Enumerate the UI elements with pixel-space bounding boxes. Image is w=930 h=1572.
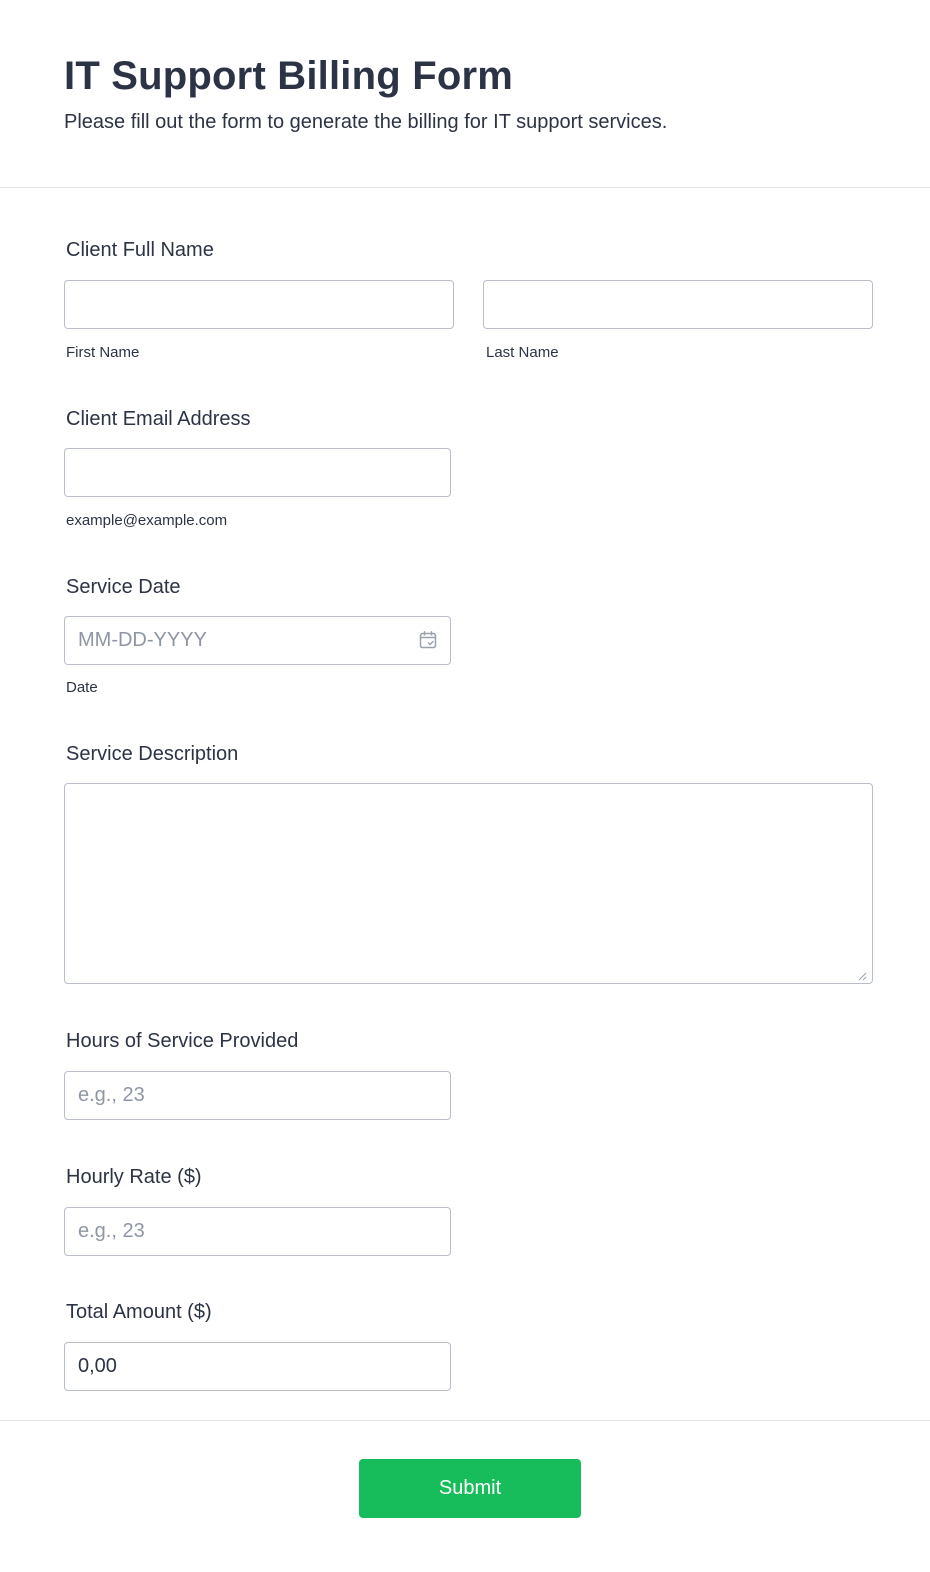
resize-grip-icon[interactable] (857, 968, 867, 978)
hourly-rate-label: Hourly Rate ($) (66, 1166, 202, 1188)
email-input[interactable] (64, 448, 451, 497)
service-date-input[interactable] (64, 616, 451, 665)
service-description-label: Service Description (66, 743, 239, 765)
form-subtitle: Please fill out the form to generate the billing for IT support services. (64, 111, 668, 133)
form-header (0, 0, 930, 188)
first-name-input[interactable] (64, 280, 454, 329)
form-title: IT Support Billing Form (64, 54, 513, 98)
service-description-textarea[interactable] (64, 783, 873, 984)
service-date-sublabel: Date (66, 679, 98, 696)
first-name-sublabel: First Name (66, 344, 140, 361)
service-date-label: Service Date (66, 576, 181, 598)
calendar-icon[interactable] (418, 630, 438, 650)
total-amount-label: Total Amount ($) (66, 1301, 212, 1323)
service-description-wrapper (64, 783, 873, 984)
total-amount-input[interactable] (64, 1342, 451, 1391)
hours-input[interactable] (64, 1071, 451, 1120)
last-name-input[interactable] (483, 280, 873, 329)
client-full-name-label: Client Full Name (66, 239, 214, 261)
email-sublabel: example@example.com (66, 512, 228, 529)
submit-button[interactable]: Submit (359, 1459, 581, 1518)
last-name-sublabel: Last Name (486, 344, 559, 361)
client-email-label: Client Email Address (66, 408, 251, 430)
hourly-rate-input[interactable] (64, 1207, 451, 1256)
hours-label: Hours of Service Provided (66, 1030, 299, 1052)
